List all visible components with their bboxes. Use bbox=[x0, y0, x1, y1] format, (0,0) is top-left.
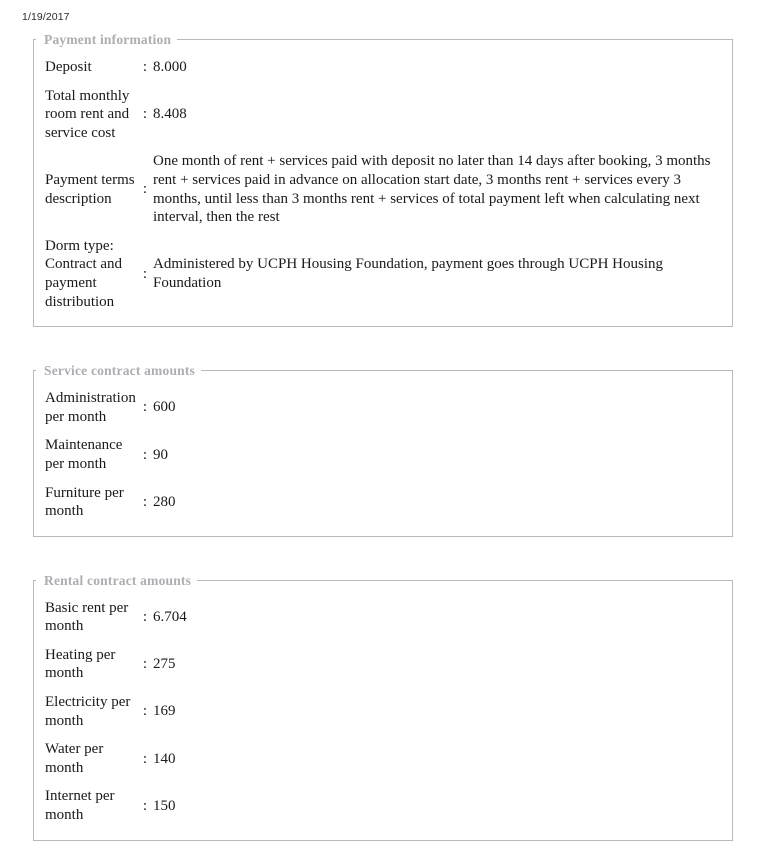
detail-row bbox=[34, 431, 732, 478]
detail-separator: : bbox=[142, 59, 148, 75]
detail-separator: : bbox=[142, 181, 148, 198]
detail-value: 169 bbox=[153, 703, 176, 720]
detail-label: Maintenance per month bbox=[45, 437, 123, 472]
detail-row bbox=[34, 147, 732, 231]
detail-label: Administration per month bbox=[45, 390, 136, 425]
section-legend: Payment information bbox=[44, 32, 172, 47]
detail-value: 140 bbox=[153, 750, 176, 767]
detail-separator: : bbox=[142, 797, 148, 814]
detail-row bbox=[34, 53, 732, 82]
detail-value: Administered by UCPH Housing Foundation, payment goes through UCPH Housing Foundation bbox=[153, 256, 663, 291]
detail-value: 6.704 bbox=[153, 608, 187, 625]
detail-label: Payment terms description bbox=[45, 171, 135, 207]
detail-separator: : bbox=[142, 750, 148, 767]
detail-value: 600 bbox=[153, 399, 176, 416]
section-payment-information bbox=[33, 32, 733, 327]
detail-separator: : bbox=[142, 265, 148, 282]
section-legend: Rental contract amounts bbox=[44, 572, 192, 588]
detail-value: 275 bbox=[153, 656, 176, 673]
detail-label: Internet per month bbox=[45, 788, 115, 824]
detail-row bbox=[34, 232, 732, 316]
detail-value: 8.000 bbox=[153, 59, 187, 75]
section-rows bbox=[34, 378, 732, 526]
detail-label: Heating per month bbox=[45, 646, 116, 682]
detail-label: Total monthly room rent and service cost bbox=[45, 87, 130, 141]
detail-label: Furniture per month bbox=[45, 484, 124, 520]
detail-separator: : bbox=[142, 703, 148, 720]
detail-row bbox=[34, 384, 732, 431]
detail-value: 8.408 bbox=[153, 106, 187, 123]
detail-row bbox=[34, 782, 732, 829]
section-rows bbox=[34, 588, 732, 830]
detail-label: Water per month bbox=[45, 741, 104, 776]
detail-row bbox=[34, 479, 732, 526]
detail-value: 90 bbox=[153, 446, 168, 463]
detail-separator: : bbox=[142, 656, 148, 673]
detail-label: Basic rent per month bbox=[45, 599, 129, 635]
detail-row bbox=[34, 641, 732, 688]
detail-label: Electricity per month bbox=[45, 694, 131, 729]
detail-row bbox=[34, 688, 732, 735]
detail-separator: : bbox=[142, 399, 148, 416]
section-rows bbox=[34, 47, 732, 316]
detail-row bbox=[34, 594, 732, 641]
detail-separator: : bbox=[142, 608, 148, 625]
detail-value: 150 bbox=[153, 797, 176, 814]
document-content bbox=[33, 32, 733, 841]
detail-label: Deposit bbox=[45, 59, 92, 75]
detail-row bbox=[34, 735, 732, 782]
print-date: 1/19/2017 bbox=[22, 11, 70, 23]
section-rental-contract-amounts bbox=[33, 573, 733, 841]
detail-row bbox=[34, 82, 732, 148]
detail-separator: : bbox=[142, 493, 148, 510]
detail-separator: : bbox=[142, 106, 148, 123]
detail-label: Dorm type: Contract and payment distribution bbox=[45, 237, 123, 310]
detail-value: 280 bbox=[153, 493, 176, 510]
section-service-contract-amounts bbox=[33, 363, 733, 537]
detail-separator: : bbox=[142, 446, 148, 463]
section-legend: Service contract amounts bbox=[44, 363, 196, 379]
detail-value: One month of rent + services paid with deposit no later than 14 days after booking, 3 months rent + services paid in advance on allocation start date, 3 months rent + services every 3 months, until less than 3 months rent + services of total payment left when calculating next interval, then the rest bbox=[153, 153, 711, 226]
